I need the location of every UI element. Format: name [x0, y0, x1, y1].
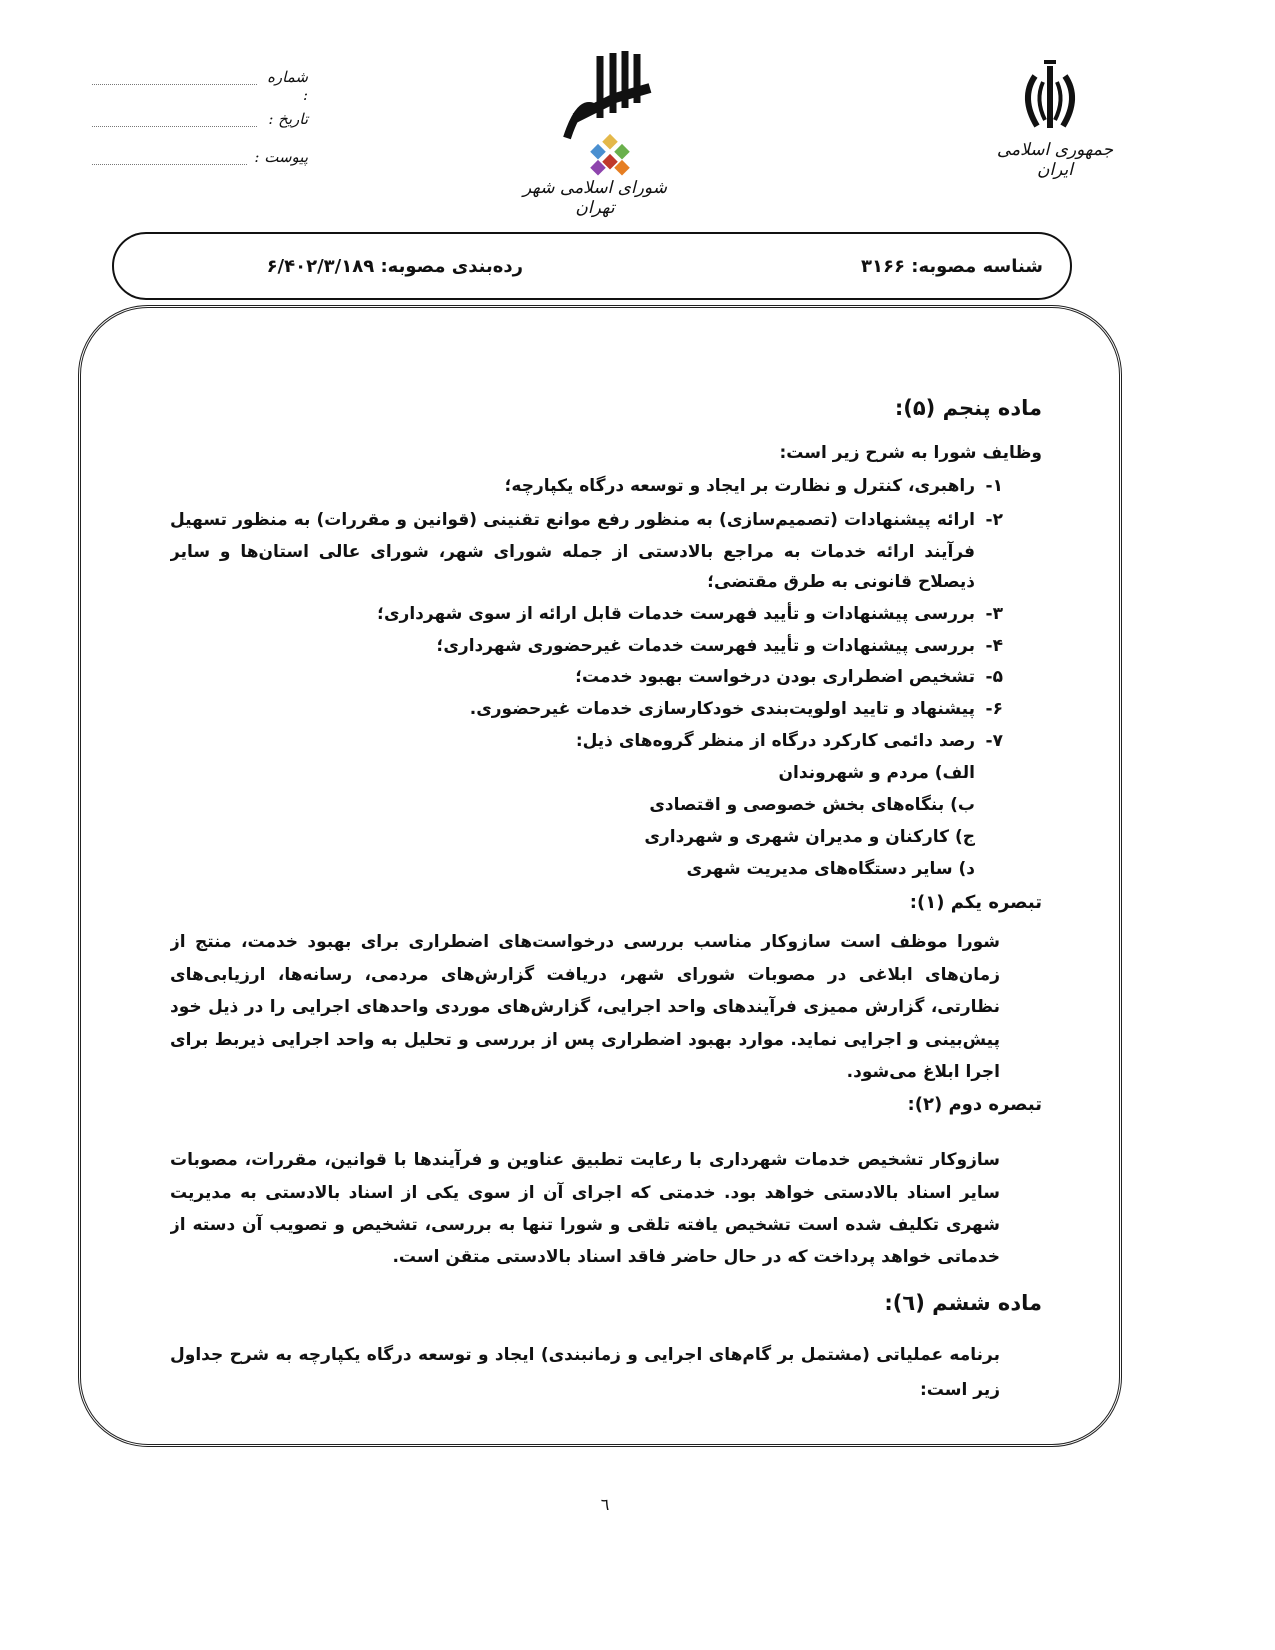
sub-item: ج) کارکنان و مدیران شهری و شهرداری [644, 827, 975, 847]
note-2-line: شهری تکلیف شده است تشخیص یافته تلقی و شورا تنها به بررسی، تشخیص و تصویب آن دسته از [170, 1215, 1000, 1235]
note-1-line: پیش‌بینی و اجرایی نماید. موارد بهبود اضطراری پس از بررسی و تحلیل به واحد اجرایی ذیربط برای [170, 1030, 1000, 1050]
list-item: بررسی پیشنهادات و تأیید فهرست خدمات غیرحضوری شهرداری؛ [436, 636, 975, 656]
note-1-title: تبصره یکم (۱): [909, 892, 1042, 913]
list-item: پیشنهاد و تایید اولویت‌بندی خودکارسازی خدمات غیرحضوری. [469, 699, 975, 719]
item-number: ۵- [985, 667, 1003, 687]
note-1-line: نظارتی، گزارش ممیزی فرآیندهای واحد اجرایی، گزارش‌های موردی واحدهای اجرایی را در ذیل خود [170, 997, 1000, 1017]
article-6-title: ماده ششم (٦): [884, 1291, 1042, 1315]
list-item: تشخیص اضطراری بودن درخواست بهبود خدمت؛ [575, 667, 975, 687]
article-5-intro: وظایف شورا به شرح زیر است: [779, 443, 1042, 463]
item-number: ۳- [985, 604, 1003, 624]
date-field [92, 126, 257, 127]
note-2-line: خدماتی خواهد پرداخت که در حال حاضر فاقد اسناد بالادستی متقن است. [392, 1247, 1000, 1267]
list-item-line: ذیصلاح قانونی به طرق مقتضی؛ [707, 572, 975, 592]
resolution-classification: رده‌بندی مصوبه: ۶/۴۰۲/۳/۱۸۹ [266, 256, 523, 277]
tehran-council-logo-icon [555, 48, 665, 178]
list-item: راهبری، کنترل و نظارت بر ایجاد و توسعه درگاه یکپارچه؛ [504, 476, 975, 496]
number-field-label: شماره : [267, 68, 308, 104]
note-2-line: سایر اسناد بالادستی خواهد بود. خدمتی که اجرای آن از سوی یکی از اسناد بالادستی به مدیریت [170, 1183, 1000, 1203]
list-item-line: فرآیند ارائه خدمات به مراجع بالادستی از جمله شورای شهر، شورای عالی استان‌ها و سایر [170, 542, 975, 562]
iran-emblem-icon [1015, 58, 1085, 133]
number-field [92, 84, 257, 85]
attachment-field [92, 164, 247, 165]
item-number: ۲- [985, 510, 1003, 530]
note-1-line: اجرا ابلاغ می‌شود. [846, 1062, 1000, 1082]
attachment-field-label: پیوست : [254, 148, 308, 166]
page-number: ٦ [600, 1495, 610, 1514]
item-number: ۴- [985, 636, 1003, 656]
list-item: بررسی پیشنهادات و تأیید فهرست خدمات قابل ارائه از سوی شهرداری؛ [377, 604, 975, 624]
sub-item: ب) بنگاه‌های بخش خصوصی و اقتصادی [649, 795, 975, 815]
sub-item: د) سایر دستگاه‌های مدیریت شهری [686, 859, 975, 879]
note-2-title: تبصره دوم (۲): [907, 1094, 1042, 1115]
sub-item: الف) مردم و شهروندان [778, 763, 975, 783]
item-number: ۶- [985, 699, 1003, 719]
list-item-line: ارائه پیشنهادات (تصمیم‌سازی) به منظور رفع موانع تقنینی (قوانین و مقررات) به منظور تسهیل [170, 510, 975, 530]
note-1-line: شورا موظف است سازوکار مناسب بررسی درخواست‌های اضطراری برای بهبود خدمت، منتج از [170, 932, 1000, 952]
date-field-label: تاریخ : [268, 110, 308, 128]
item-number: ۱- [985, 476, 1003, 496]
list-item: رصد دائمی کارکرد درگاه از منظر گروه‌های ذیل: [575, 731, 975, 751]
emblem-caption: جمهوری اسلامی ایران [996, 140, 1114, 180]
resolution-id: شناسه مصوبه: ۳۱۶۶ [861, 256, 1043, 277]
item-number: ۷- [985, 731, 1003, 751]
article-6-line: زیر است: [919, 1380, 1000, 1400]
article-5-title: ماده پنجم (۵): [894, 396, 1042, 420]
note-2-line: سازوکار تشخیص خدمات شهرداری با رعایت تطبیق عناوین و فرآیندها با قوانین، مقررات، مصوبات [170, 1150, 1000, 1170]
logo-caption: شورای اسلامی شهر تهران [523, 178, 667, 218]
article-6-line: برنامه عملیاتی (مشتمل بر گام‌های اجرایی و زمانبندی) ایجاد و توسعه درگاه یکپارچه به شرح جداول [170, 1345, 1000, 1365]
note-1-line: زمان‌های ابلاغی در مصوبات شورای شهر، دریافت گزارش‌های مردمی، رسانه‌ها، ارزیابی‌های [170, 965, 1000, 985]
